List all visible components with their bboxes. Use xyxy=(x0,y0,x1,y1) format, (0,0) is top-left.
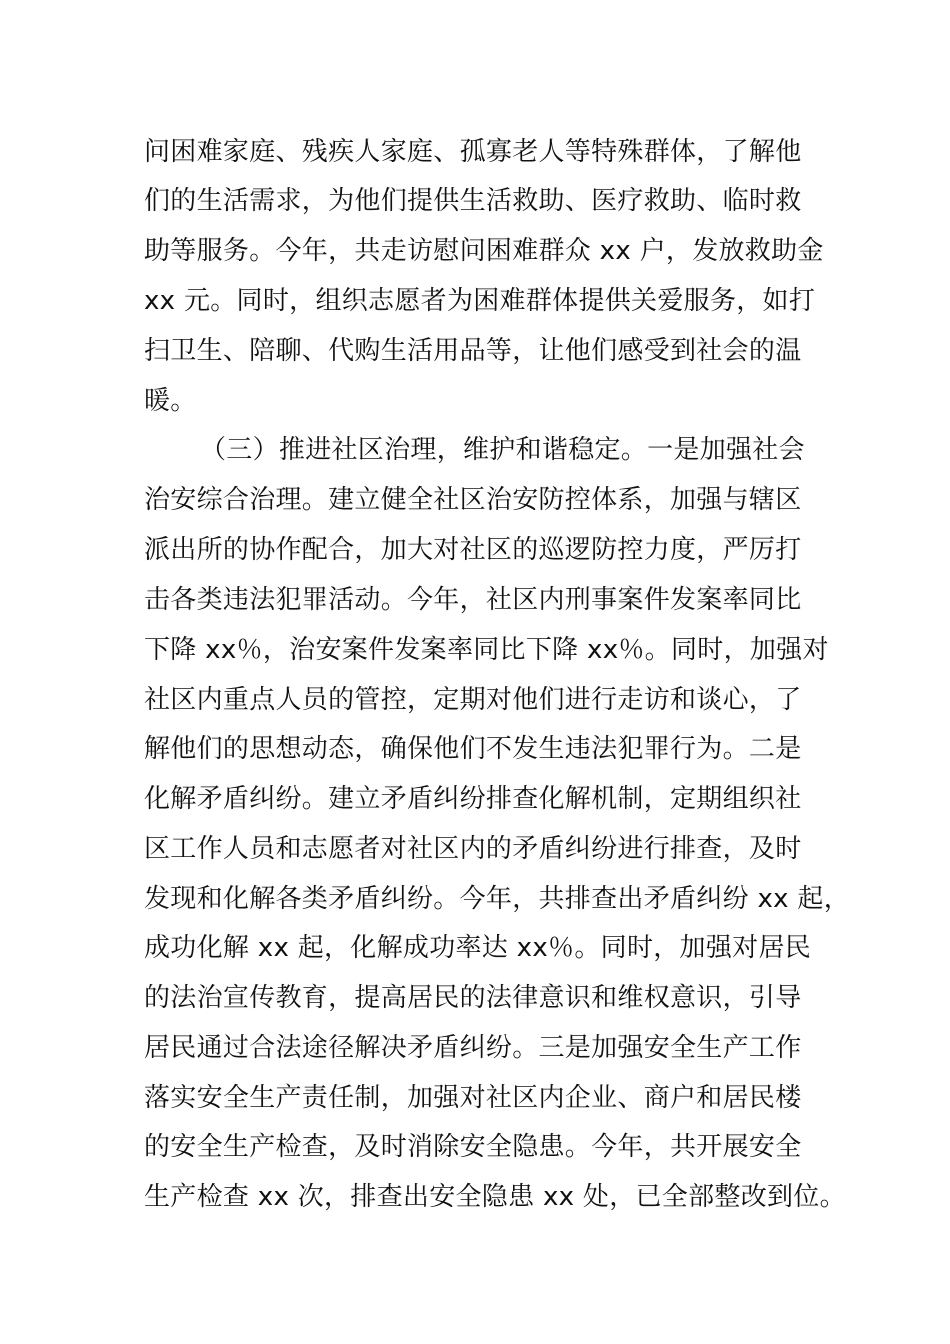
text-line: 问困难家庭、残疾人家庭、孤寡老人等特殊群体，了解他 xyxy=(144,137,802,167)
text-line: 居民通过合法途径解决矛盾纠纷。三是加强安全生产工作 xyxy=(144,1033,802,1063)
text-line: 下降 xx％，治安案件发案率同比下降 xx％。同时，加强对 xyxy=(144,635,829,665)
text-line: 治安综合治理。建立健全社区治安防控体系，加强与辖区 xyxy=(144,485,802,515)
text-line: 落实安全生产责任制，加强对社区内企业、商户和居民楼 xyxy=(144,1083,802,1113)
text-line: xx 元。同时，组织志愿者为困难群体提供关爱服务，如打 xyxy=(144,286,816,316)
text-line: 的安全生产检查，及时消除安全隐患。今年，共开展安全 xyxy=(144,1132,802,1162)
text-line: 生产检查 xx 次，排查出安全隐患 xx 处，已全部整改到位。 xyxy=(144,1182,846,1212)
text-line: 们的生活需求，为他们提供生活救助、医疗救助、临时救 xyxy=(144,186,802,216)
text-line: 成功化解 xx 起，化解成功率达 xx％。同时，加强对居民 xyxy=(144,933,812,963)
text-line: 社区内重点人员的管控，定期对他们进行走访和谈心，了 xyxy=(144,685,802,715)
text-line: 解他们的思想动态，确保他们不发生违法犯罪行为。二是 xyxy=(144,734,802,764)
text-line: 击各类违法犯罪活动。今年，社区内刑事案件发案率同比 xyxy=(144,585,802,615)
text-line: 化解矛盾纠纷。建立矛盾纠纷排查化解机制，定期组织社 xyxy=(144,784,802,814)
text-line: 派出所的协作配合，加大对社区的巡逻防控力度，严厉打 xyxy=(144,535,802,565)
section-heading-line: （三）推进社区治理，维护和谐稳定。一是加强社会 xyxy=(200,435,805,465)
text-line: 的法治宣传教育，提高居民的法律意识和维权意识，引导 xyxy=(144,983,802,1013)
text-line: 助等服务。今年，共走访慰问困难群众 xx 户，发放救助金 xyxy=(144,236,824,266)
text-line: 区工作人员和志愿者对社区内的矛盾纠纷进行排查，及时 xyxy=(144,834,802,864)
text-line: 暖。 xyxy=(144,386,197,416)
text-line: 发现和化解各类矛盾纠纷。今年，共排查出矛盾纠纷 xx 起， xyxy=(144,884,851,914)
text-line: 扫卫生、陪聊、代购生活用品等，让他们感受到社会的温 xyxy=(144,336,802,366)
